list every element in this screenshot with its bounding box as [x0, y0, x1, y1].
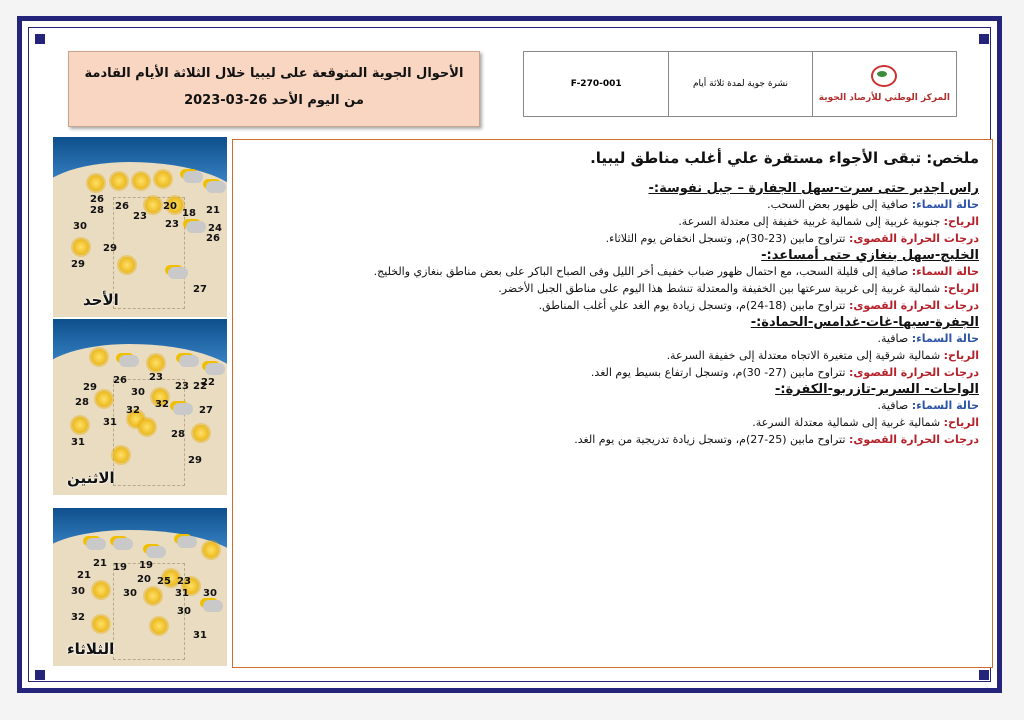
partly-cloudy-icon: [177, 536, 197, 548]
temp-row: [239, 433, 979, 446]
sky-label: حالة السماء:: [911, 399, 979, 412]
temp-label: 31: [71, 437, 85, 448]
wind-label: الرياح:: [943, 349, 979, 362]
partly-cloudy-icon: [186, 221, 206, 233]
region-border: [113, 197, 185, 309]
sky-label: حالة السماء:: [911, 265, 979, 278]
temp-label: 32: [155, 399, 169, 410]
bulletin-date: من اليوم الأحد 26-03-2023: [184, 93, 364, 108]
temp-label: 28: [75, 397, 89, 408]
temp-max-label: درجات الحرارة القصوى:: [848, 299, 979, 312]
temp-max-label: درجات الحرارة القصوى:: [848, 232, 979, 245]
temp-label: 31: [103, 417, 117, 428]
sky-value: صافية إلى ظهور بعض السحب.: [767, 198, 909, 211]
temp-label: 30: [123, 588, 137, 599]
sunny-icon: [93, 616, 109, 632]
sky-value: صافية.: [877, 332, 909, 345]
temp-label: 30: [177, 606, 191, 617]
wind-value: جنوبية غربية إلى شمالية غربية خفيفة إلى معتدلة السرعة.: [678, 215, 941, 228]
temp-label: 23: [177, 576, 191, 587]
temp-label: 32: [126, 405, 140, 416]
partly-cloudy-icon: [113, 538, 133, 550]
temp-label: 23: [165, 219, 179, 230]
sunny-icon: [193, 425, 209, 441]
temp-label: 23: [175, 381, 189, 392]
temp-label: 22: [193, 381, 207, 392]
map-day-label: الثلاثاء: [67, 640, 115, 658]
sky-row: [239, 265, 979, 278]
org-cell: [813, 52, 956, 116]
wind-value: شمالية شرقية إلى متغيرة الاتجاه معتدلة إلى خفيفة السرعة.: [666, 349, 941, 362]
temp-label: 30: [203, 588, 217, 599]
temp-label: 24: [208, 223, 222, 234]
sunny-icon: [96, 391, 112, 407]
frame-corner: [35, 34, 45, 44]
wind-row: [239, 215, 979, 228]
temp-label: 29: [71, 259, 85, 270]
sunny-icon: [111, 173, 127, 189]
partly-cloudy-icon: [168, 267, 188, 279]
sky-label: حالة السماء:: [911, 198, 979, 211]
sunny-icon: [148, 355, 164, 371]
forecast-summary: ملخص: تبقى الأجواء مستقرة علي أغلب مناطق ليبيا.: [590, 149, 979, 167]
temp-value: تتراوح مابين (23-30)م, وتسجل انخفاض يوم الثلاثاء.: [605, 232, 846, 245]
temp-label: 31: [193, 630, 207, 641]
temp-label: 29: [103, 243, 117, 254]
temp-value: تتراوح مابين (25-27)م، وتسجل زيادة تدريجية من يوم الغد.: [574, 433, 846, 446]
org-name: المركز الوطني للأرصاد الجوية: [818, 93, 950, 103]
temp-label: 28: [171, 429, 185, 440]
sunny-icon: [151, 618, 167, 634]
partly-cloudy-icon: [86, 538, 106, 550]
temp-label: 18: [182, 208, 196, 219]
sunny-icon: [88, 175, 104, 191]
frame-corner: [35, 670, 45, 680]
temp-label: 19: [113, 562, 127, 573]
sky-label: حالة السماء:: [911, 332, 979, 345]
temp-label: 21: [77, 570, 91, 581]
partly-cloudy-icon: [173, 403, 193, 415]
bulletin-name: نشرة جوية لمدة ثلاثة أيام: [669, 52, 812, 116]
temp-value: تتراوح مابين (27- 30)م، وتسجل ارتفاع بسيط يوم الغد.: [590, 366, 846, 379]
temp-label: 26: [206, 233, 220, 244]
sky-value: صافية إلى قليلة السحب، مع احتمال ظهور ضباب خفيف أخر الليل وفى الصباح الباكر على بعض مناطق بنغازي والخليج.: [373, 265, 909, 278]
forecast-content-panel: [232, 139, 993, 668]
partly-cloudy-icon: [203, 600, 223, 612]
sunny-icon: [133, 173, 149, 189]
temp-label: 29: [83, 382, 97, 393]
partly-cloudy-icon: [183, 171, 203, 183]
temp-label: 22: [201, 377, 215, 388]
temp-label: 27: [193, 284, 207, 295]
sunny-icon: [113, 447, 129, 463]
temp-label: 21: [206, 205, 220, 216]
sky-row: [239, 399, 979, 412]
sunny-icon: [155, 171, 171, 187]
org-logo-icon: [871, 65, 897, 87]
partly-cloudy-icon: [146, 546, 166, 558]
bulletin-title: الأحوال الجوية المتوقعة على ليبيا خلال الثلاثة الأيام القادمة: [84, 66, 464, 81]
region-title: الواحات- السرير-تازربو-الكفرة:-: [775, 382, 979, 397]
temp-max-label: درجات الحرارة القصوى:: [848, 433, 979, 446]
partly-cloudy-icon: [205, 363, 225, 375]
partly-cloudy-icon: [206, 181, 226, 193]
bulletin-title-box: [68, 51, 480, 127]
wind-label: الرياح:: [943, 282, 979, 295]
region-title: الجفرة-سبها-غات-غدامس-الحمادة:-: [750, 315, 979, 330]
wind-label: الرياح:: [943, 416, 979, 429]
sunny-icon: [145, 197, 161, 213]
sunny-icon: [203, 542, 219, 558]
temp-label: 31: [175, 588, 189, 599]
sunny-icon: [119, 257, 135, 273]
temp-label: 19: [139, 560, 153, 571]
frame-corner: [979, 34, 989, 44]
partly-cloudy-icon: [179, 355, 199, 367]
temp-label: 25: [157, 576, 171, 587]
temp-label: 32: [71, 612, 85, 623]
doc-code: F-270-001: [524, 52, 669, 116]
frame-corner: [979, 670, 989, 680]
temp-row: [239, 366, 979, 379]
wind-label: الرياح:: [943, 215, 979, 228]
sunny-icon: [93, 582, 109, 598]
map-day-label: الاثنين: [67, 469, 115, 487]
temp-label: 29: [188, 455, 202, 466]
sunny-icon: [145, 588, 161, 604]
temp-row: [239, 232, 979, 245]
temp-label: 21: [93, 558, 107, 569]
temp-label: 20: [137, 574, 151, 585]
temp-label: 28: [90, 205, 104, 216]
temp-label: 20: [163, 201, 177, 212]
temp-label: 23: [133, 211, 147, 222]
partly-cloudy-icon: [119, 355, 139, 367]
document-info-table: [523, 51, 957, 117]
wind-row: [239, 282, 979, 295]
region-title: راس اجدير حتى سرت-سهل الجفارة – جبل نفوسة:-: [648, 181, 979, 196]
sky-row: [239, 332, 979, 345]
sky-value: صافية.: [877, 399, 909, 412]
wind-value: شمالية غربية إلى شمالية معتدلة السرعة.: [752, 416, 941, 429]
sunny-icon: [72, 417, 88, 433]
temp-label: 26: [115, 201, 129, 212]
forecast-map-tuesday: [53, 508, 227, 666]
sunny-icon: [139, 419, 155, 435]
wind-value: شمالية غربية إلى غربية سرعتها بين الخفيفة والمعتدلة تنشط هذا اليوم على مناطق الجبل الأخضر.: [498, 282, 941, 295]
temp-label: 30: [71, 586, 85, 597]
sunny-icon: [91, 349, 107, 365]
temp-label: 26: [113, 375, 127, 386]
temp-label: 27: [199, 405, 213, 416]
map-day-label: الأحد: [83, 291, 119, 309]
temp-label: 30: [73, 221, 87, 232]
forecast-map-sunday: [53, 137, 227, 317]
wind-row: [239, 416, 979, 429]
temp-label: 23: [149, 372, 163, 383]
sky-row: [239, 198, 979, 211]
forecast-map-monday: [53, 319, 227, 495]
temp-max-label: درجات الحرارة القصوى:: [848, 366, 979, 379]
wind-row: [239, 349, 979, 362]
temp-label: 30: [131, 387, 145, 398]
temp-value: تتراوح مابين (18-24)م، وتسجل زيادة يوم الغد علي أغلب المناطق.: [538, 299, 846, 312]
temp-label: 26: [90, 194, 104, 205]
region-title: الخليج-سهل بنغازي حتى أمساعد:-: [761, 248, 979, 263]
sunny-icon: [73, 239, 89, 255]
temp-row: [239, 299, 979, 312]
